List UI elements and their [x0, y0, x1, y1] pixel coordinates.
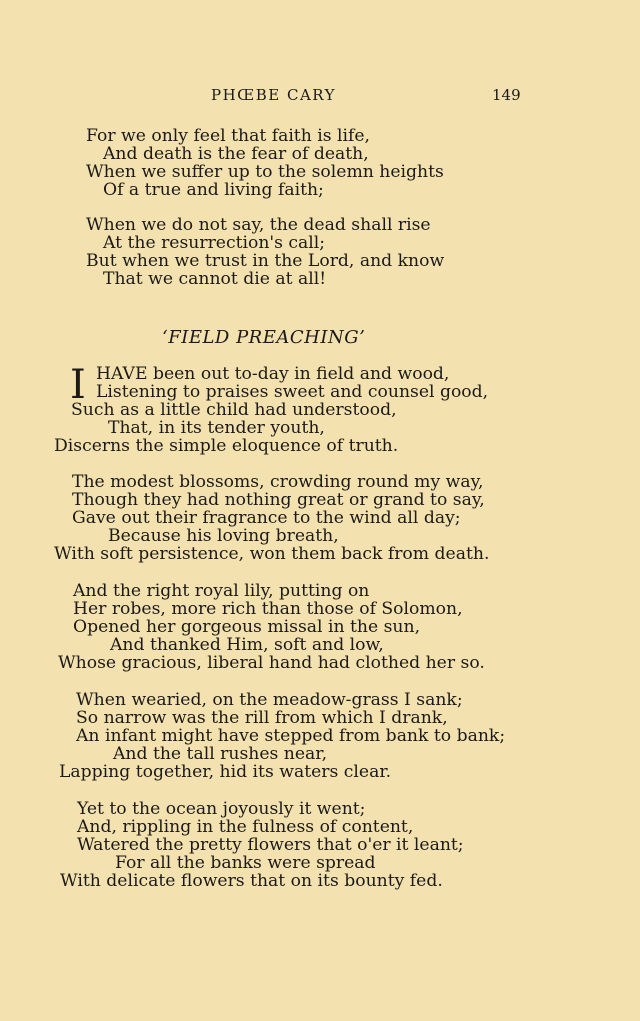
verse-line: Lapping together, hid its waters clear.: [59, 762, 392, 782]
verse-line: For all the banks were spread: [115, 853, 376, 873]
verse-line: And, rippling in the fulness of content,: [77, 817, 414, 837]
verse-line: That, in its tender youth,: [108, 418, 325, 438]
drop-cap: I: [70, 362, 86, 408]
verse-line: Watered the pretty flowers that o'er it leant;: [77, 835, 464, 855]
verse-line: Such as a little child had understood,: [71, 400, 397, 420]
poem-title: ‘FIELD PREACHING’: [162, 327, 366, 348]
verse-line: And death is the fear of death,: [103, 144, 369, 164]
verse-line: When we do not say, the dead shall rise: [86, 215, 431, 235]
running-head: PHŒBE CARY: [211, 86, 337, 104]
verse-line: Listening to praises sweet and counsel good,: [96, 382, 489, 402]
verse-line: Opened her gorgeous missal in the sun,: [73, 617, 421, 637]
verse-line: For we only feel that faith is life,: [86, 126, 371, 146]
verse-line: When wearied, on the meadow-grass I sank;: [76, 690, 463, 710]
page-header: [0, 86, 640, 106]
verse-line: But when we trust in the Lord, and know: [86, 251, 445, 271]
verse-line: Of a true and living faith;: [103, 180, 324, 200]
verse-line: HAVE been out to-day in field and wood,: [96, 364, 450, 384]
verse-line: Discerns the simple eloquence of truth.: [54, 436, 399, 456]
page-number: 149: [492, 86, 521, 104]
verse-line: So narrow was the rill from which I drank,: [76, 708, 448, 728]
verse-line: Though they had nothing great or grand to say,: [72, 490, 485, 510]
verse-line: Gave out their fragrance to the wind all day;: [72, 508, 461, 528]
verse-line: With soft persistence, won them back from death.: [54, 544, 490, 564]
verse-line: Her robes, more rich than those of Solomon,: [73, 599, 463, 619]
verse-line: At the resurrection's call;: [103, 233, 326, 253]
verse-line: Yet to the ocean joyously it went;: [77, 799, 366, 819]
verse-line: That we cannot die at all!: [103, 269, 327, 289]
verse-line: Because his loving breath,: [108, 526, 339, 546]
verse-line: Whose gracious, liberal hand had clothed her so.: [58, 653, 485, 673]
verse-line: And thanked Him, soft and low,: [110, 635, 384, 655]
verse-line: And the tall rushes near,: [113, 744, 328, 764]
verse-line: When we suffer up to the solemn heights: [86, 162, 444, 182]
verse-line: An infant might have stepped from bank to bank;: [76, 726, 506, 746]
verse-line: And the right royal lily, putting on: [73, 581, 370, 601]
verse-line: With delicate flowers that on its bounty fed.: [60, 871, 443, 891]
verse-line: The modest blossoms, crowding round my way,: [72, 472, 484, 492]
